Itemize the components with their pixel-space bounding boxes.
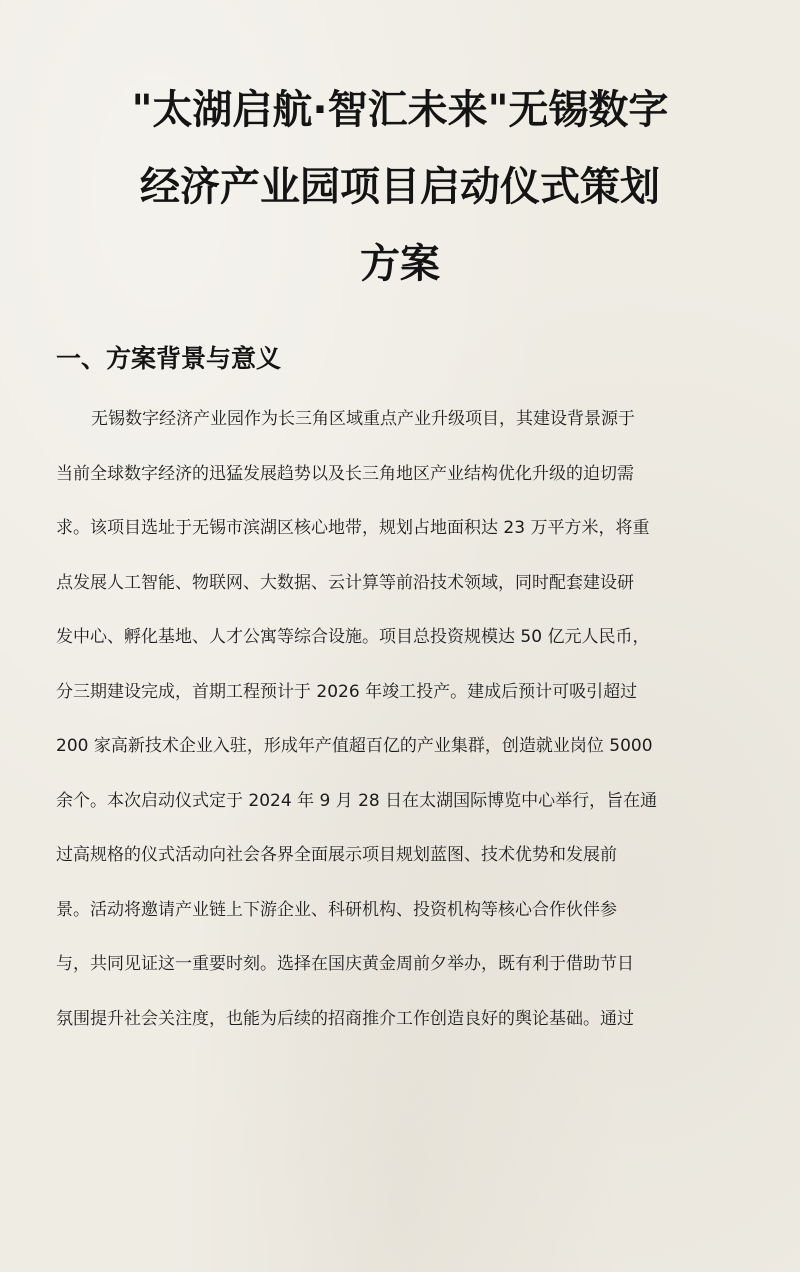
paragraph-line: 氛围提升社会关注度，也能为后续的招商推介工作创造良好的舆论基础。通过 — [56, 1008, 634, 1029]
title-line: "太湖启航·智汇未来"无锡数字 — [131, 87, 669, 133]
paragraph-line: 发中心、孵化基地、人才公寓等综合设施。项目总投资规模达 50 亿元人民币， — [56, 627, 650, 647]
paragraph-line: 景。活动将邀请产业链上下游企业、科研机构、投资机构等核心合作伙伴参 — [56, 899, 617, 920]
paragraph-line: 当前全球数字经济的迅猛发展趋势以及长三角地区产业结构优化升级的迫切需 — [56, 463, 634, 484]
paragraph-line: 分三期建设完成，首期工程预计于 2026 年竣工投产。建成后预计可吸引超过 — [56, 681, 638, 702]
paragraph-line: 求。该项目选址于无锡市滨湖区核心地带，规划占地面积达 23 万平方米，将重 — [56, 518, 650, 538]
document-title — [40, 72, 760, 303]
paragraph-line: 过高规格的仪式活动向社会各界全面展示项目规划蓝图、技术优势和发展前 — [56, 845, 617, 865]
paragraph-line: 200 家高新技术企业入驻，形成年产值超百亿的产业集群，创造就业岗位 5000 — [56, 736, 653, 756]
paragraph-line: 余个。本次启动仪式定于 2024 年 9 月 28 日在太湖国际博览中心举行，旨在通 — [56, 790, 658, 811]
body-paragraph — [56, 397, 744, 1051]
paragraph-line: 无锡数字经济产业园作为长三角区域重点产业升级项目，其建设背景源于 — [91, 409, 635, 429]
title-line: 方案 — [360, 241, 440, 287]
paragraph-line: 与，共同见证这一重要时刻。选择在国庆黄金周前夕举办，既有利于借助节日 — [56, 954, 634, 974]
paragraph-line: 点发展人工智能、物联网、大数据、云计算等前沿技术领域，同时配套建设研 — [56, 572, 634, 593]
section-heading: 一、方案背景与意义 — [56, 344, 282, 373]
title-line: 经济产业园项目启动仪式策划 — [140, 164, 660, 210]
